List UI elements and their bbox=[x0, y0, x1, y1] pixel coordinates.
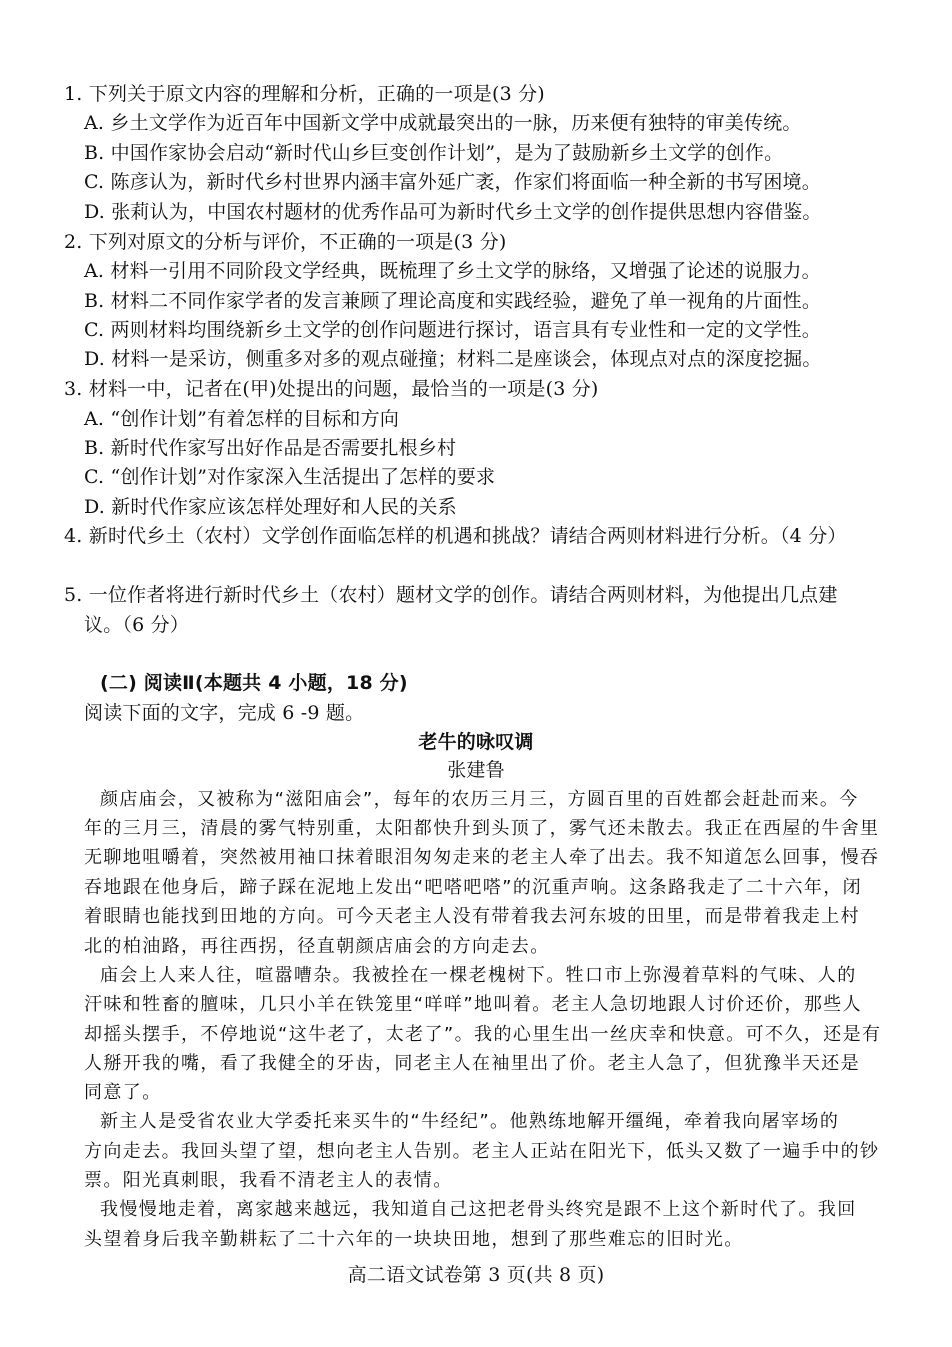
question-3-stem: 3. 材料一中，记者在(甲)处提出的问题，最恰当的一项是(3 分) bbox=[64, 378, 599, 400]
question-1-option-c: C. 陈彦认为，新时代乡村世界内涵丰富外延广袤，作家们将面临一种全新的书写困境。 bbox=[84, 171, 821, 193]
question-1-stem: 1. 下列关于原文内容的理解和分析，正确的一项是(3 分) bbox=[64, 83, 545, 105]
question-1-option-d: D. 张莉认为，中国农村题材的优秀作品可为新时代乡土文学的创作提供思想内容借鉴。 bbox=[84, 201, 822, 223]
question-5-stem-line2: 议。（6 分） bbox=[84, 614, 190, 636]
story-author: 张建鲁 bbox=[447, 759, 505, 781]
question-2-option-b: B. 材料二不同作家学者的发言兼顾了理论高度和实践经验，避免了单一视角的片面性。 bbox=[84, 290, 822, 312]
question-5-stem-line1: 5. 一位作者将进行新时代乡土（农村）题材文学的创作。请结合两则材料，为他提出几点建 bbox=[64, 584, 838, 606]
page-footer: 高二语文试卷第 3 页(共 8 页) bbox=[347, 1264, 605, 1286]
story-line: 我慢慢地走着，离家越来越远，我知道自己这把老骨头终究是跟不上这个新时代了。我回 bbox=[100, 1199, 857, 1220]
story-line: 年的三月三，清晨的雾气特别重，太阳都快升到头顶了，雾气还未散去。我正在西屋的牛舍里 bbox=[84, 818, 880, 839]
section-heading: (二) 阅读Ⅱ(本题共 4 小题，18 分) bbox=[100, 672, 408, 694]
story-line: 无聊地咀嚼着，突然被用袖口抹着眼泪匆匆走来的老主人牵了出去。我不知道怎么回事，慢吞 bbox=[84, 847, 880, 868]
story-line: 吞地跟在他身后，蹄子踩在泥地上发出“吧嗒吧嗒”的沉重声响。这条路我走了二十六年，闭 bbox=[84, 877, 863, 898]
question-1-option-a: A. 乡土文学作为近百年中国新文学中成就最突出的一脉，历来便有独特的审美传统。 bbox=[84, 112, 802, 134]
question-3-option-c: C. “创作计划”对作家深入生活提出了怎样的要求 bbox=[84, 466, 496, 488]
story-line: 颜店庙会，又被称为“滋阳庙会”，每年的农历三月三，方圆百里的百姓都会赶赴而来。今 bbox=[100, 789, 859, 810]
story-line: 北的柏油路，再往西拐，径直朝颜店庙会的方向走去。 bbox=[84, 936, 550, 957]
story-line: 却摇头摆手，不停地说“这牛老了，太老了”。我的心里生出一丝庆幸和快意。可不久，还是有 bbox=[84, 1024, 882, 1045]
question-3-option-b: B. 新时代作家写出好作品是否需要扎根乡村 bbox=[84, 437, 457, 459]
story-line: 新主人是受省农业大学委托来买牛的“牛经纪”。他熟练地解开缰绳，牵着我向屠宰场的 bbox=[100, 1111, 840, 1132]
story-line: 票。阳光真刺眼，我看不清老主人的表情。 bbox=[84, 1170, 453, 1191]
story-line: 着眼睛也能找到田地的方向。可今天老主人没有带着我去河东坡的田里，而是带着我走上村 bbox=[84, 906, 860, 927]
section-instruction: 阅读下面的文字，完成 6 -9 题。 bbox=[84, 702, 365, 724]
question-2-stem: 2. 下列对原文的分析与评价，不正确的一项是(3 分) bbox=[64, 231, 507, 253]
question-3-option-a: A. “创作计划”有着怎样的目标和方向 bbox=[84, 408, 400, 430]
question-1-option-b: B. 中国作家协会启动“新时代山乡巨变创作计划”，是为了鼓励新乡土文学的创作。 bbox=[84, 142, 784, 164]
story-line: 方向走去。我回头望了望，想向老主人告别。老主人正站在阳光下，低头又数了一遍手中的钞 bbox=[84, 1141, 880, 1162]
question-4-stem: 4. 新时代乡土（农村）文学创作面临怎样的机遇和挑战？请结合两则材料进行分析。（4 分） bbox=[64, 525, 847, 547]
story-line: 头望着身后我辛勤耕耘了二十六年的一块块田地，想到了那些难忘的旧时光。 bbox=[84, 1229, 744, 1250]
story-line: 人掰开我的嘴，看了我健全的牙齿，同老主人在袖里出了价。老主人急了，但犹豫半天还是 bbox=[84, 1053, 860, 1074]
question-2-option-a: A. 材料一引用不同阶段文学经典，既梳理了乡土文学的脉络，又增强了论述的说服力。 bbox=[84, 260, 821, 282]
story-line: 汗味和牲畜的膻味，几只小羊在铁笼里“咩咩”地叫着。老主人急切地跟人讨价还价，那些人 bbox=[84, 994, 863, 1015]
question-2-option-d: D. 材料一是采访，侧重多对多的观点碰撞；材料二是座谈会，体现点对点的深度挖掘。 bbox=[84, 348, 822, 370]
story-line: 同意了。 bbox=[84, 1082, 162, 1103]
question-3-option-d: D. 新时代作家应该怎样处理好和人民的关系 bbox=[84, 496, 457, 518]
story-title: 老牛的咏叹调 bbox=[418, 731, 534, 753]
story-line: 庙会上人来人往，喧嚣嘈杂。我被拴在一棵老槐树下。牲口市上弥漫着草料的气味、人的 bbox=[100, 965, 857, 986]
question-2-option-c: C. 两则材料均围绕新乡土文学的创作问题进行探讨，语言具有专业性和一定的文学性。 bbox=[84, 319, 821, 341]
